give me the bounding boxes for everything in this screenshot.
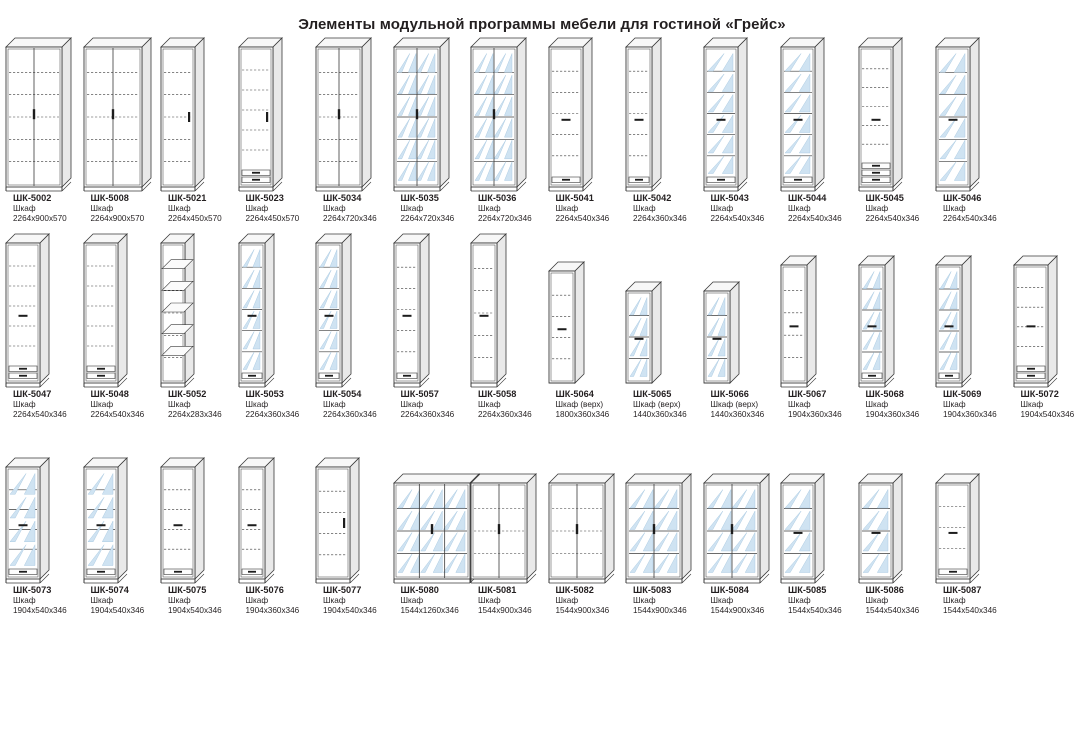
item-labels	[547, 193, 610, 223]
catalog-item[interactable]	[392, 433, 470, 615]
cabinet-illustration	[547, 433, 625, 585]
cabinet-drawing	[469, 232, 510, 389]
cabinet-drawing	[159, 456, 208, 585]
cabinet-drawing	[934, 36, 983, 193]
item-dimensions: 1904x540x346	[13, 605, 67, 615]
catalog-item[interactable]	[779, 41, 857, 223]
item-dimensions: 2264x450x570	[168, 213, 222, 223]
catalog-row	[0, 237, 1084, 419]
item-labels	[4, 389, 67, 419]
catalog-item[interactable]	[159, 41, 237, 223]
item-code: ШК-5041	[555, 193, 594, 203]
cabinet-illustration	[469, 433, 547, 585]
cabinet-illustration	[934, 237, 1012, 389]
cabinet-drawing	[702, 280, 743, 389]
item-kind: Шкаф	[788, 203, 811, 213]
item-labels	[314, 193, 377, 223]
item-labels	[1012, 389, 1075, 419]
item-code: ШК-5064	[555, 389, 594, 400]
catalog-item[interactable]	[237, 41, 315, 223]
item-dimensions: 1904x540x346	[1020, 409, 1075, 419]
cabinet-drawing	[857, 254, 898, 389]
item-dimensions: 1544x540x346	[788, 605, 842, 615]
cabinet-drawing	[314, 232, 355, 389]
item-code: ШК-5083	[633, 585, 672, 596]
cabinet-illustration	[469, 41, 547, 193]
catalog-item[interactable]	[857, 433, 935, 615]
cabinet-drawing	[779, 254, 820, 389]
cabinet-drawing	[547, 260, 588, 389]
item-labels	[469, 193, 532, 223]
item-code: ШК-5048	[90, 389, 129, 400]
item-kind: Шкаф	[323, 400, 346, 410]
item-dimensions: 1544x900x346	[633, 605, 687, 615]
cabinet-drawing	[934, 254, 975, 389]
item-kind: Шкаф	[478, 596, 501, 606]
cabinet-illustration	[314, 433, 392, 585]
item-code: ШК-5008	[90, 193, 129, 203]
item-code: ШК-5021	[168, 193, 207, 203]
item-labels	[469, 389, 532, 419]
item-labels	[392, 585, 459, 615]
item-code: ШК-5080	[400, 585, 439, 596]
catalog-item[interactable]	[469, 41, 547, 223]
item-kind: Шкаф	[943, 596, 966, 606]
catalog-item[interactable]	[702, 237, 780, 419]
item-labels	[4, 193, 67, 223]
catalog-item[interactable]	[314, 41, 392, 223]
item-labels	[857, 193, 920, 223]
cabinet-drawing	[237, 232, 278, 389]
item-dimensions: 1904x360x346	[865, 409, 920, 419]
item-labels	[82, 193, 145, 223]
item-kind: Шкаф	[400, 596, 424, 606]
page-title: Элементы модульной программы мебели для гостиной «Грейс»	[298, 16, 786, 33]
item-dimensions: 2264x283x346	[168, 409, 222, 419]
item-code: ШК-5053	[245, 389, 284, 400]
catalog-item[interactable]	[624, 433, 702, 615]
catalog-item[interactable]	[547, 41, 625, 223]
item-code: ШК-5054	[323, 389, 362, 400]
item-code: ШК-5057	[400, 389, 439, 400]
item-labels	[934, 389, 997, 419]
item-code: ШК-5065	[633, 389, 672, 400]
item-code: ШК-5052	[168, 389, 207, 400]
catalog-item[interactable]	[392, 237, 470, 419]
cabinet-drawing	[314, 36, 375, 193]
item-kind: Шкаф	[13, 596, 36, 606]
item-code: ШК-5082	[555, 585, 594, 596]
item-labels	[779, 193, 842, 223]
item-dimensions: 2264x900x570	[13, 213, 67, 223]
item-kind: Шкаф	[710, 596, 734, 606]
item-kind: Шкаф	[633, 596, 656, 606]
item-code: ШК-5036	[478, 193, 517, 203]
catalog-item[interactable]	[857, 41, 935, 223]
catalog-item[interactable]	[314, 433, 392, 615]
cabinet-illustration	[547, 237, 625, 389]
catalog-item[interactable]	[159, 237, 237, 419]
item-kind: Шкаф	[943, 203, 966, 213]
cabinet-drawing	[547, 472, 618, 585]
cabinet-illustration	[392, 237, 470, 389]
cabinet-illustration	[159, 433, 237, 585]
item-dimensions: 1440x360x346	[633, 409, 687, 419]
cabinet-drawing	[82, 36, 155, 193]
item-labels	[547, 585, 610, 615]
item-dimensions: 2264x360x346	[245, 409, 300, 419]
item-code: ШК-5023	[245, 193, 284, 203]
item-kind: Шкаф	[710, 203, 734, 213]
item-labels	[624, 585, 687, 615]
item-code: ШК-5087	[943, 585, 982, 596]
item-kind: Шкаф	[865, 203, 889, 213]
item-dimensions: 1544x900x346	[710, 605, 765, 615]
catalog-item[interactable]	[82, 41, 160, 223]
cabinet-illustration	[392, 433, 470, 585]
item-dimensions: 1904x360x346	[943, 409, 997, 419]
item-kind: Шкаф	[90, 400, 114, 410]
cabinet-illustration	[82, 433, 160, 585]
item-dimensions: 1544x540x346	[943, 605, 997, 615]
item-code: ШК-5047	[13, 389, 52, 400]
catalog-row	[0, 41, 1084, 223]
item-kind: Шкаф	[400, 400, 424, 410]
item-labels	[237, 389, 300, 419]
cabinet-drawing	[702, 36, 751, 193]
item-kind: Шкаф (верх)	[710, 400, 759, 410]
cabinet-drawing	[469, 472, 540, 585]
item-kind: Шкаф	[943, 400, 966, 410]
item-dimensions: 2264x450x570	[245, 213, 300, 223]
cabinet-illustration	[82, 41, 160, 193]
catalog-item[interactable]	[624, 41, 702, 223]
item-labels	[392, 193, 455, 223]
item-kind: Шкаф	[13, 400, 36, 410]
item-dimensions: 2264x360x346	[323, 409, 377, 419]
item-kind: Шкаф	[478, 400, 501, 410]
catalog-item[interactable]	[624, 237, 702, 419]
item-kind: Шкаф	[400, 203, 424, 213]
cabinet-drawing	[82, 232, 131, 389]
item-kind: Шкаф (верх)	[555, 400, 604, 410]
item-labels	[237, 193, 300, 223]
cabinet-illustration	[624, 41, 702, 193]
catalog-item[interactable]	[82, 433, 160, 615]
item-code: ШК-5073	[13, 585, 52, 596]
item-labels	[314, 585, 377, 615]
item-dimensions: 2264x540x346	[865, 213, 920, 223]
cabinet-drawing	[1012, 254, 1061, 389]
cabinet-drawing	[624, 36, 665, 193]
item-dimensions: 2264x720x346	[478, 213, 532, 223]
catalog-item[interactable]	[4, 41, 82, 223]
item-kind: Шкаф	[168, 203, 191, 213]
item-labels	[159, 389, 222, 419]
item-kind: Шкаф	[13, 203, 36, 213]
item-labels	[934, 193, 997, 223]
cabinet-drawing	[4, 456, 53, 585]
item-dimensions: 2264x540x346	[13, 409, 67, 419]
item-code: ШК-5034	[323, 193, 362, 203]
item-kind: Шкаф	[633, 203, 656, 213]
cabinet-drawing	[857, 472, 906, 585]
cabinet-drawing	[779, 472, 828, 585]
item-code: ШК-5067	[788, 389, 827, 400]
cabinet-drawing	[392, 232, 433, 389]
cabinet-drawing	[779, 36, 828, 193]
item-dimensions: 1800x360x346	[555, 409, 610, 419]
item-kind: Шкаф	[323, 596, 346, 606]
item-labels	[159, 193, 222, 223]
item-dimensions: 1904x540x346	[90, 605, 145, 615]
item-labels	[547, 389, 610, 419]
item-code: ШК-5046	[943, 193, 982, 203]
item-dimensions: 1544x540x346	[865, 605, 920, 615]
catalog-item[interactable]	[1012, 237, 1084, 419]
item-labels	[159, 585, 222, 615]
item-code: ШК-5074	[90, 585, 129, 596]
item-dimensions: 2264x900x570	[90, 213, 145, 223]
cabinet-drawing	[82, 456, 131, 585]
catalog-item[interactable]	[392, 41, 470, 223]
item-kind: Шкаф	[865, 596, 889, 606]
item-code: ШК-5075	[168, 585, 207, 596]
catalog-row	[0, 433, 1084, 615]
cabinet-drawing	[469, 36, 530, 193]
item-kind: Шкаф	[90, 203, 114, 213]
item-code: ШК-5069	[943, 389, 982, 400]
item-code: ШК-5085	[788, 585, 827, 596]
item-code: ШК-5043	[710, 193, 749, 203]
item-labels	[314, 389, 377, 419]
item-kind: Шкаф	[90, 596, 114, 606]
cabinet-illustration	[4, 237, 82, 389]
catalog-item[interactable]	[469, 433, 547, 615]
item-dimensions: 1904x360x346	[245, 605, 300, 615]
catalog-item[interactable]	[857, 237, 935, 419]
catalog-item[interactable]	[314, 237, 392, 419]
item-labels	[702, 389, 765, 419]
cabinet-illustration	[237, 433, 315, 585]
item-code: ШК-5072	[1020, 389, 1059, 400]
item-labels	[392, 389, 455, 419]
item-kind: Шкаф	[168, 596, 191, 606]
item-labels	[779, 585, 842, 615]
catalog-item[interactable]	[469, 237, 547, 419]
item-labels	[82, 389, 145, 419]
cabinet-illustration	[1012, 237, 1084, 389]
item-dimensions: 1904x540x346	[323, 605, 377, 615]
cabinet-illustration	[702, 41, 780, 193]
cabinet-illustration	[857, 433, 935, 585]
cabinet-illustration	[237, 237, 315, 389]
item-dimensions: 1904x360x346	[788, 409, 842, 419]
item-dimensions: 2264x540x346	[90, 409, 145, 419]
cabinet-illustration	[237, 41, 315, 193]
item-kind: Шкаф	[168, 400, 191, 410]
item-dimensions: 2264x720x346	[400, 213, 455, 223]
item-code: ШК-5081	[478, 585, 517, 596]
item-code: ШК-5084	[710, 585, 749, 596]
cabinet-illustration	[779, 433, 857, 585]
item-kind: Шкаф	[788, 400, 811, 410]
item-dimensions: 1544x900x346	[555, 605, 610, 615]
item-kind: Шкаф	[555, 203, 579, 213]
item-code: ШК-5066	[710, 389, 749, 400]
item-code: ШК-5045	[865, 193, 904, 203]
item-kind: Шкаф	[1020, 400, 1044, 410]
item-labels	[624, 193, 687, 223]
item-dimensions: 1544x1260x346	[400, 605, 459, 615]
item-dimensions: 1904x540x346	[168, 605, 222, 615]
cabinet-drawing	[237, 456, 278, 585]
item-kind: Шкаф	[555, 596, 579, 606]
cabinet-illustration	[314, 41, 392, 193]
cabinet-drawing	[702, 472, 773, 585]
catalog-item[interactable]	[82, 237, 160, 419]
cabinet-drawing	[624, 280, 665, 389]
item-labels	[857, 389, 920, 419]
item-kind: Шкаф	[245, 400, 269, 410]
cabinet-drawing	[547, 36, 596, 193]
catalog-item[interactable]	[237, 433, 315, 615]
cabinet-illustration	[82, 237, 160, 389]
item-dimensions: 1544x900x346	[478, 605, 532, 615]
row-spacer	[0, 419, 1084, 433]
catalog-item[interactable]	[4, 237, 82, 419]
cabinet-drawing	[314, 456, 363, 585]
catalog-item[interactable]	[547, 433, 625, 615]
cabinet-illustration	[159, 41, 237, 193]
catalog-item[interactable]	[547, 237, 625, 419]
item-labels	[779, 389, 842, 419]
item-labels	[934, 585, 997, 615]
cabinet-illustration	[779, 237, 857, 389]
item-code: ШК-5086	[865, 585, 904, 596]
cabinet-illustration	[469, 237, 547, 389]
cabinet-drawing	[934, 472, 983, 585]
catalog-item[interactable]	[934, 237, 1012, 419]
cabinet-illustration	[702, 237, 780, 389]
cabinet-illustration	[934, 41, 1012, 193]
item-code: ШК-5076	[245, 585, 284, 596]
cabinet-drawing	[4, 232, 53, 389]
item-kind: Шкаф	[478, 203, 501, 213]
cabinet-illustration	[934, 433, 1012, 585]
item-dimensions: 2264x540x346	[555, 213, 610, 223]
item-labels	[469, 585, 532, 615]
item-dimensions: 1440x360x346	[710, 409, 765, 419]
catalog-item[interactable]	[779, 433, 857, 615]
item-code: ШК-5044	[788, 193, 827, 203]
item-code: ШК-5002	[13, 193, 52, 203]
catalog-item[interactable]	[702, 433, 780, 615]
item-dimensions: 2264x720x346	[323, 213, 377, 223]
cabinet-illustration	[702, 433, 780, 585]
cabinet-drawing	[392, 36, 453, 193]
item-dimensions: 2264x540x346	[710, 213, 765, 223]
cabinet-illustration	[4, 41, 82, 193]
item-kind: Шкаф	[323, 203, 346, 213]
cabinet-illustration	[857, 237, 935, 389]
catalog-rows	[0, 33, 1084, 616]
item-code: ШК-5077	[323, 585, 362, 596]
item-labels	[82, 585, 145, 615]
item-kind: Шкаф	[788, 596, 811, 606]
item-kind: Шкаф	[865, 400, 889, 410]
item-labels	[857, 585, 920, 615]
item-dimensions: 2264x360x346	[633, 213, 687, 223]
item-code: ШК-5068	[865, 389, 904, 400]
item-kind: Шкаф	[245, 203, 269, 213]
catalog-item[interactable]	[934, 433, 1012, 615]
item-labels	[702, 193, 765, 223]
item-code: ШК-5058	[478, 389, 517, 400]
catalog-item[interactable]	[237, 237, 315, 419]
item-code: ШК-5042	[633, 193, 672, 203]
item-dimensions: 2264x540x346	[788, 213, 842, 223]
item-labels	[4, 585, 67, 615]
item-labels	[702, 585, 765, 615]
catalog-item[interactable]	[934, 41, 1012, 223]
cabinet-illustration	[624, 433, 702, 585]
cabinet-illustration	[159, 237, 237, 389]
catalog-item[interactable]	[4, 433, 82, 615]
cabinet-illustration	[857, 41, 935, 193]
item-dimensions: 2264x540x346	[943, 213, 997, 223]
cabinet-drawing	[237, 36, 286, 193]
item-kind: Шкаф (верх)	[633, 400, 681, 410]
catalog-item[interactable]	[779, 237, 857, 419]
cabinet-illustration	[624, 237, 702, 389]
cabinet-drawing	[624, 472, 695, 585]
cabinet-illustration	[314, 237, 392, 389]
item-labels	[237, 585, 300, 615]
item-dimensions: 2264x360x346	[400, 409, 455, 419]
cabinet-illustration	[392, 41, 470, 193]
item-dimensions: 2264x360x346	[478, 409, 532, 419]
cabinet-drawing	[4, 36, 75, 193]
cabinet-drawing	[159, 36, 208, 193]
item-labels	[624, 389, 687, 419]
catalog-item[interactable]	[159, 433, 237, 615]
cabinet-drawing	[159, 232, 198, 389]
cabinet-illustration	[779, 41, 857, 193]
cabinet-illustration	[4, 433, 82, 585]
cabinet-illustration	[547, 41, 625, 193]
catalog-item[interactable]	[702, 41, 780, 223]
item-kind: Шкаф	[245, 596, 269, 606]
item-code: ШК-5035	[400, 193, 439, 203]
cabinet-drawing	[857, 36, 906, 193]
